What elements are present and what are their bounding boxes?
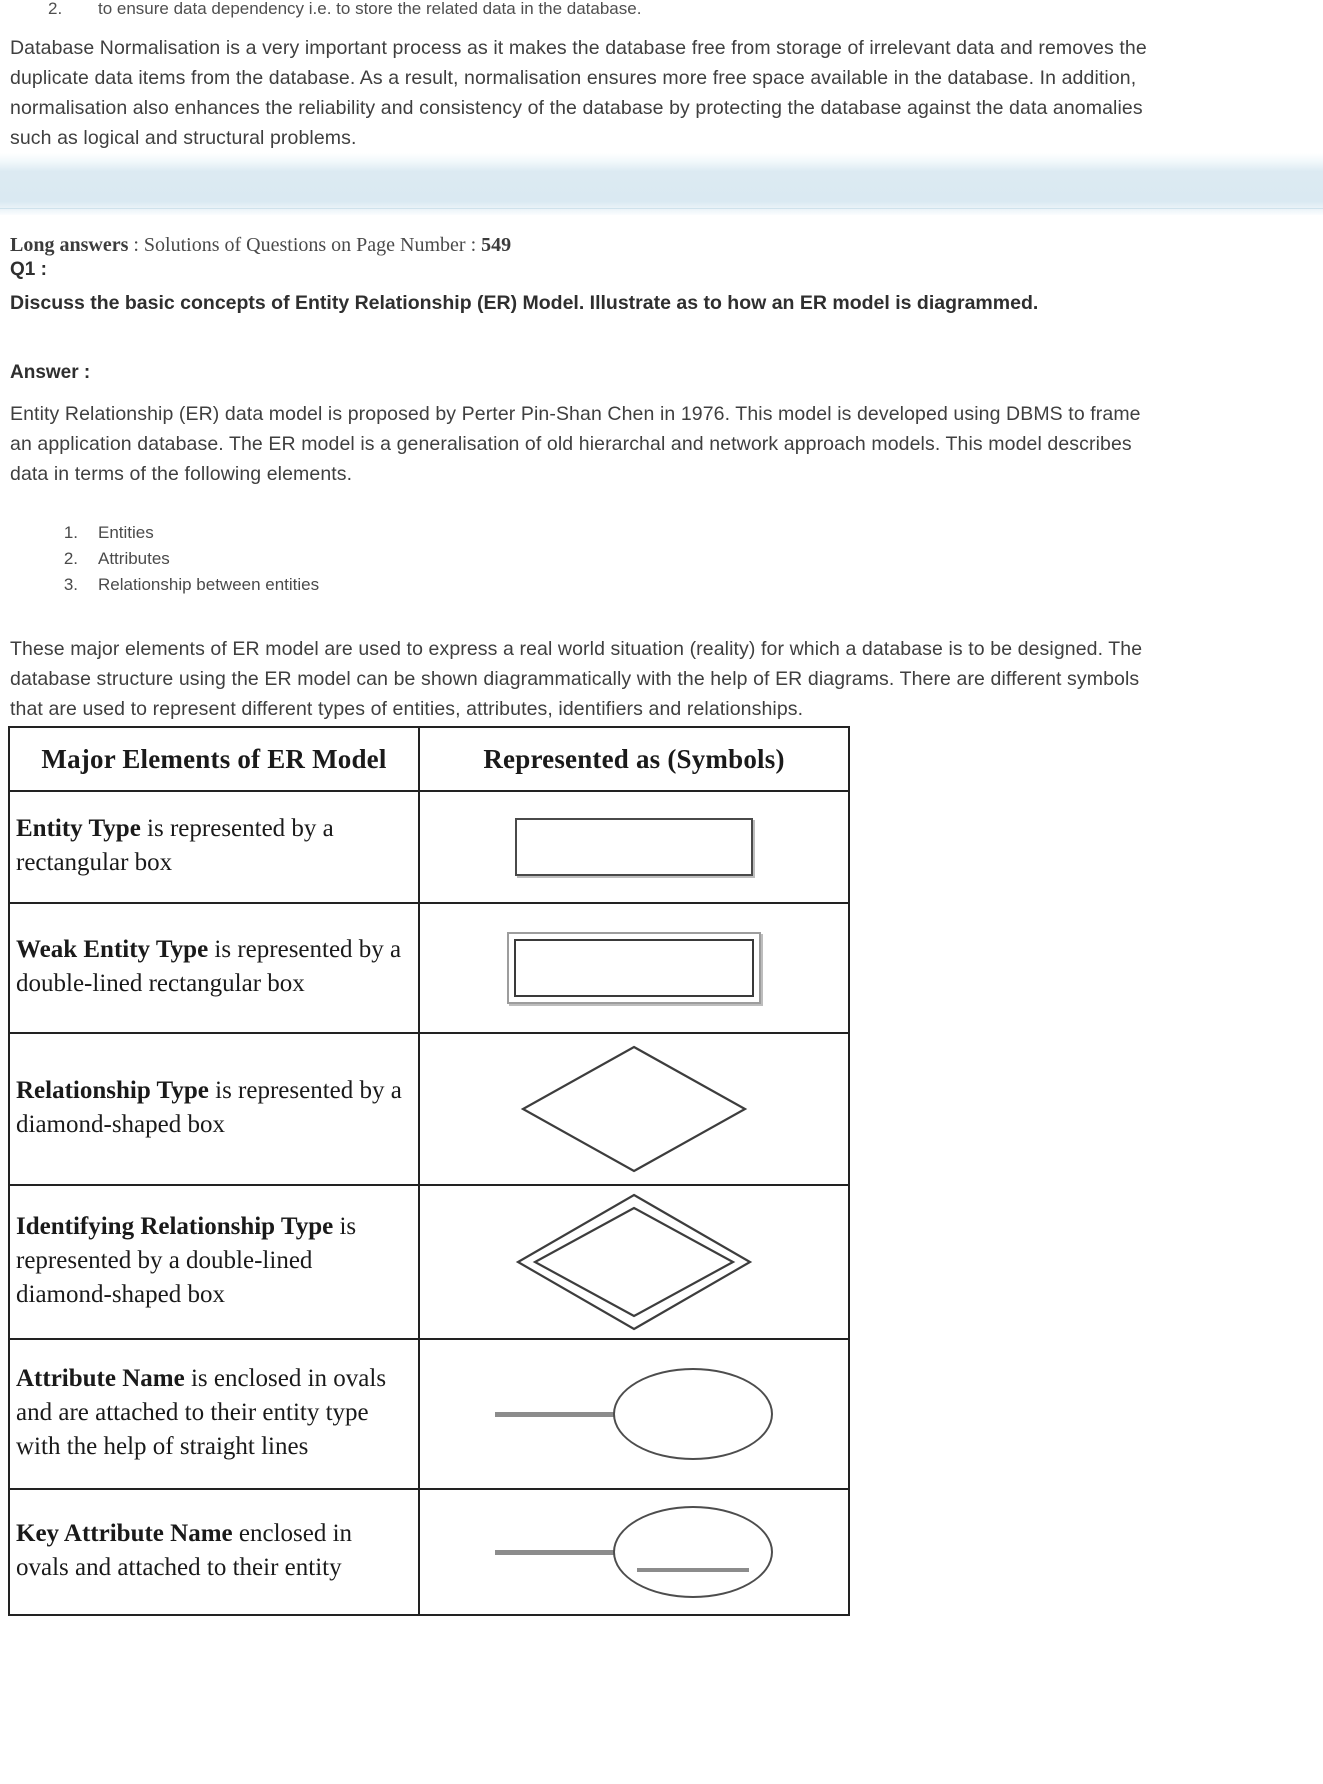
question-label: Q1 : xyxy=(10,259,47,280)
diamond-icon xyxy=(519,1043,749,1175)
er-symbols-table xyxy=(8,726,850,1616)
list-item-number: 2. xyxy=(63,549,78,568)
table-header-elements: Major Elements of ER Model xyxy=(9,727,419,791)
symbol-wrapper xyxy=(420,1368,848,1460)
table-row xyxy=(9,1339,849,1489)
symbol-wrapper xyxy=(420,818,848,876)
long-answers-page-number: 549 xyxy=(481,234,512,256)
row-symbol-weak-entity-type xyxy=(419,903,849,1033)
row-symbol-identifying-relationship-type xyxy=(419,1185,849,1339)
row-symbol-relationship-type xyxy=(419,1033,849,1185)
row-description xyxy=(9,903,419,1033)
long-answers-heading xyxy=(10,234,511,257)
table-row xyxy=(9,791,849,903)
list-item-label: Entities xyxy=(98,523,154,542)
er-elements-list xyxy=(0,520,700,598)
double-rectangle-inner xyxy=(514,939,754,997)
double-diamond-icon xyxy=(514,1191,754,1333)
list-item-number: 2. xyxy=(48,0,63,18)
row-description xyxy=(9,1489,419,1615)
list-item xyxy=(0,0,1323,20)
blue-divider-banner xyxy=(0,153,1323,215)
row-symbol-entity-type xyxy=(419,791,849,903)
answer-label: Answer : xyxy=(10,362,91,383)
row-term: Key Attribute Name xyxy=(16,1520,233,1547)
long-answers-bold-prefix: Long answers xyxy=(10,234,129,256)
symbol-wrapper xyxy=(420,1043,848,1175)
row-description xyxy=(9,1339,419,1489)
row-term: Entity Type xyxy=(16,815,141,842)
table-row xyxy=(9,1033,849,1185)
symbol-wrapper xyxy=(420,1506,848,1598)
row-term: Attribute Name xyxy=(16,1365,185,1392)
table-header-row xyxy=(9,727,849,791)
table-row xyxy=(9,903,849,1033)
row-description-rest: enclosed in ovals and attached to their entity xyxy=(16,1520,353,1581)
list-item-number: 3. xyxy=(63,575,78,594)
list-item-label: Attributes xyxy=(98,549,170,568)
double-rectangle-icon xyxy=(507,932,761,1004)
table-row xyxy=(9,1489,849,1615)
row-term: Weak Entity Type xyxy=(16,936,209,963)
symbol-wrapper xyxy=(420,1191,848,1333)
list-item-text: to ensure data dependency i.e. to store the related data in the database. xyxy=(98,0,642,18)
symbol-wrapper xyxy=(420,932,848,1004)
row-description xyxy=(9,791,419,903)
row-description-rest: is enclosed in ovals and are attached to their entity type with the help of straight lines xyxy=(16,1365,387,1460)
list-item xyxy=(0,546,700,572)
row-symbol-key-attribute xyxy=(419,1489,849,1615)
row-description-rest: is represented by a diamond-shaped box xyxy=(16,1077,402,1138)
row-description xyxy=(9,1185,419,1339)
row-description xyxy=(9,1033,419,1185)
connector-line-icon xyxy=(495,1412,615,1417)
answer-closing-paragraph: These major elements of ER model are used to express a real world situation (reality) for which a database is to be designed. The database structure using the ER model can be shown diagrammatically with the help of ER diagrams. There are different symbols that are used to represent different types of entities, attributes, identifiers and relationships. xyxy=(10,638,1143,720)
oval-icon xyxy=(613,1368,773,1460)
key-underline-icon xyxy=(637,1568,749,1572)
list-item xyxy=(0,520,700,546)
row-description-rest: is represented by a double-lined rectangular box xyxy=(16,936,402,997)
list-item xyxy=(0,572,700,598)
key-oval-icon xyxy=(613,1506,773,1598)
row-term: Relationship Type xyxy=(16,1077,209,1104)
question-text: Discuss the basic concepts of Entity Relationship (ER) Model. Illustrate as to how an ER model is diagrammed. xyxy=(10,292,1039,314)
row-symbol-attribute xyxy=(419,1339,849,1489)
list-item-label: Relationship between entities xyxy=(98,575,320,594)
table-row xyxy=(9,1185,849,1339)
table-header-symbols: Represented as (Symbols) xyxy=(419,727,849,791)
answer-intro-paragraph: Entity Relationship (ER) data model is proposed by Perter Pin-Shan Chen in 1976. This model is developed using DBMS to frame an application database. The ER model is a generalisation of old hierarchal and network approach models. This model describes data in terms of the following elements. xyxy=(10,403,1141,485)
rectangle-icon xyxy=(515,818,753,876)
row-description-rest: is represented by a rectangular box xyxy=(16,815,334,876)
row-description-rest: is represented by a double-lined diamond-shaped box xyxy=(16,1213,357,1308)
banner-underline xyxy=(0,208,1323,209)
list-item-number: 1. xyxy=(63,523,78,542)
connector-line-icon xyxy=(495,1550,615,1555)
row-term: Identifying Relationship Type xyxy=(16,1213,334,1240)
normalisation-paragraph: Database Normalisation is a very important process as it makes the database free from storage of irrelevant data and removes the duplicate data items from the database. As a result, normalisation ensures more free space available in the database. In addition, normalisation also enhances the reliability and consistency of the database by protecting the database against the data anomalies such as logical and structural problems. xyxy=(10,37,1147,149)
carryover-list xyxy=(0,0,1323,20)
long-answers-middle: : Solutions of Questions on Page Number : xyxy=(128,234,482,256)
